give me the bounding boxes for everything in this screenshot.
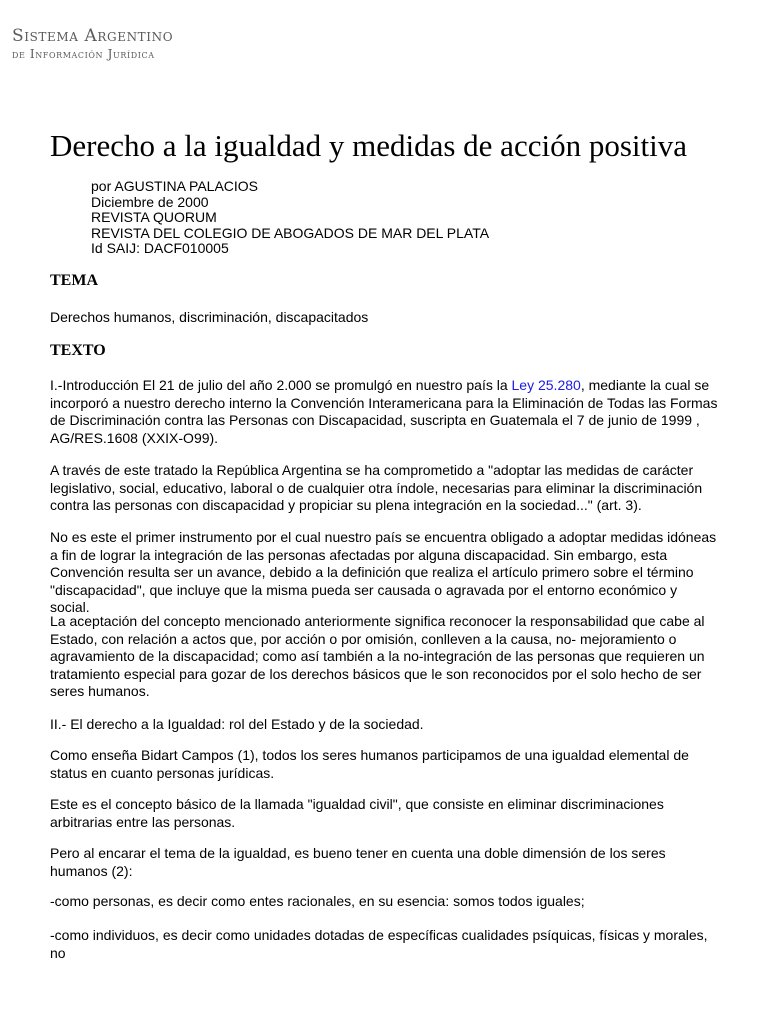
logo-line-2: de Información Jurídica: [12, 47, 155, 61]
tema-text: Derechos humanos, discriminación, discapacitados: [50, 309, 369, 325]
document-title: Derecho a la igualdad y medidas de acción positiva: [50, 128, 687, 163]
texto-heading: TEXTO: [50, 342, 106, 359]
author-line: por AGUSTINA PALACIOS: [91, 178, 259, 194]
tema-heading: TEMA: [50, 272, 98, 289]
saij-logo: [12, 28, 173, 60]
ley-25280-link[interactable]: Ley 25.280: [511, 377, 581, 393]
saij-id-line: Id SAIJ: DACF010005: [91, 240, 229, 256]
journal-line: REVISTA QUORUM: [91, 209, 217, 225]
paragraph-10: -como individuos, es decir como unidades dotadas de específicas cualidades psíquicas, físicas y morales, no: [50, 927, 708, 961]
section-heading-2: II.- El derecho a la Igualdad: rol del Estado y de la sociedad.: [50, 716, 424, 732]
paragraph-2: A través de este tratado la República Argentina se ha comprometido a "adoptar las medidas de carácter legislativo, social, educativo, laboral o de cualquier otra índole, necesarias para eliminar la discriminación contra las personas con discapacidad y propiciar su plena integración en la sociedad..." (art. 3).: [50, 462, 703, 513]
paragraph-9: -como personas, es decir como entes racionales, en su esencia: somos todos iguales;: [50, 893, 585, 909]
paragraph-6: Como enseña Bidart Campos (1), todos los seres humanos participamos de una igualdad elemental de status en cuanto personas jurídicas.: [50, 747, 689, 781]
paragraph-8: Pero al encarar el tema de la igualdad, es bueno tener en cuenta una doble dimensión de los seres humanos (2):: [50, 845, 666, 879]
paragraph-text: , mediante la cual se incorporó a nuestro derecho interno la Convención Interamericana para la Eliminación de Todas las Formas de Discriminación contra las Personas con Discapacidad, suscripta en Guatemala el 7 de junio de 1999 , AG/RES.1608 (XXIX-O99).: [50, 377, 718, 446]
paragraph-3: No es este el primer instrumento por el cual nuestro país se encuentra obligado a adoptar medidas idóneas a fin de lograr la integración de las personas afectadas por alguna discapacidad. Sin embargo, esta Convención resulta ser un avance, debido a la definición que realiza el artículo primero sobre el término "discapacidad", que incluye que la misma pueda ser causada o agravada por el entorno económico y social.: [50, 529, 717, 615]
paragraph-text: I.-Introducción El 21 de julio del año 2.000 se promulgó en nuestro país la: [50, 377, 512, 393]
paragraph-4: La aceptación del concepto mencionado anteriormente significa reconocer la responsabilidad que cabe al Estado, con relación a actos que, por acción o por omisión, conlleven a la causa, no- mejoramiento o agravamiento de la discapacidad; como así también a la no-integración de las personas que requieren un tratamiento especial para gozar de los derechos básicos que le son reconocidos por el solo hecho de ser seres humanos.: [50, 613, 705, 699]
paragraph-introduction: [50, 377, 718, 447]
logo-line-1: Sistema Argentino: [12, 26, 174, 46]
document-metadata: [91, 179, 489, 257]
date-line: Diciembre de 2000: [91, 193, 209, 210]
publisher-line: REVISTA DEL COLEGIO DE ABOGADOS DE MAR DEL PLATA: [91, 224, 490, 241]
paragraph-7: Este es el concepto básico de la llamada "igualdad civil", que consiste en eliminar discriminaciones arbitrarias entre las personas.: [50, 796, 664, 830]
